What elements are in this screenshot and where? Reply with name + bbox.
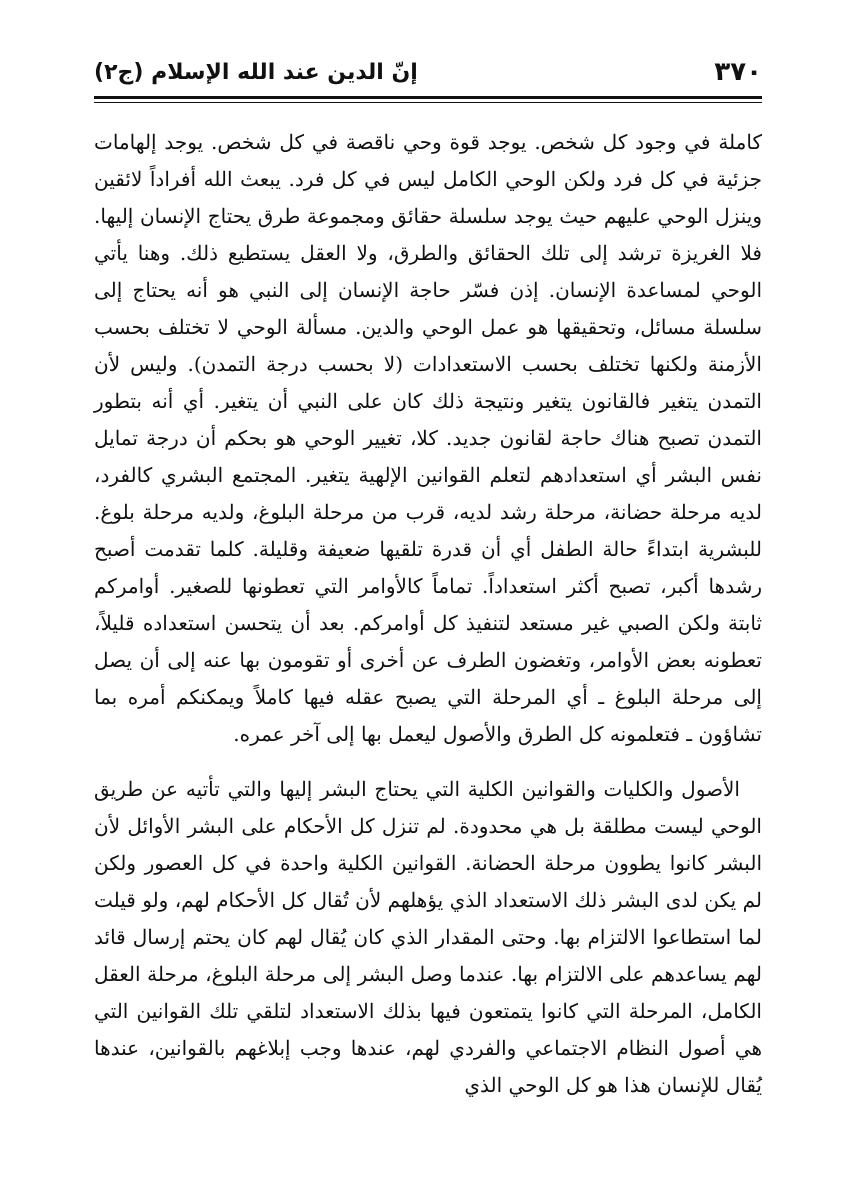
paragraph-1: كاملة في وجود كل شخص. يوجد قوة وحي ناقصة في كل شخص. يوجد إلهامات جزئية في كل فرد ولكن الوحي الكامل ليس في كل فرد. يبعث الله أفراداً لائقين وينزل الوحي عليهم حيث يوجد سلسلة حقائق ومجموعة طرق يحتاج الإنسان إليها. فلا الغريزة ترشد إلى تلك الحقائق والطرق، ولا العقل يستطيع ذلك. وهنا يأتي الوحي لمساعدة الإنسان. إذن فسّر حاجة الإنسان إلى النبي هو أنه يحتاج إلى سلسلة مسائل، وتحقيقها هو عمل الوحي والدين. مسألة الوحي لا تختلف بحسب الأزمنة ولكنها تختلف بحسب الاستعدادات (لا بحسب درجة التمدن). وليس لأن التمدن يتغير فالقانون يتغير ونتيجة ذلك كان على النبي أن يتغير. أي أنه بتطور التمدن تصبح هناك حاجة لقانون جديد. كلا، تغيير الوحي هو بحكم أن درجة تمايل نفس البشر أي استعدادهم لتعلم القوانين الإلهية يتغير. المجتمع البشري كالفرد، لديه مرحلة حضانة، مرحلة رشد لديه، قرب من مرحلة البلوغ، ولديه مرحلة بلوغ. للبشرية ابتداءً حالة الطفل أي أن قدرة تلقيها ضعيفة وقليلة. كلما تقدمت أصبح رشدها أكبر، تصبح أكثر استعداداً. تماماً كالأوامر التي تعطونها للصغير. أوامركم ثابتة ولكن الصبي غير مستعد لتنفيذ كل أوامركم. بعد أن يتحسن استعداده قليلاً، تعطونه بعض الأوامر، وتغضون الطرف عن أخرى أو تقومون بها عنه إلى أن يصل إلى مرحلة البلوغ ـ أي المرحلة التي يصبح عقله فيها كاملاً ويمكنكم أمره بما تشاؤون ـ فتعلمونه كل الطرق والأصول ليعمل بها إلى آخر عمره. — [94, 130, 762, 746]
header-rule-thick — [94, 96, 762, 99]
page-number: ٣٧٠ — [714, 57, 762, 87]
header-rule-thin — [94, 102, 762, 103]
page-header — [94, 50, 762, 94]
body-text — [94, 124, 762, 1104]
paragraph-2: الأصول والكليات والقوانين الكلية التي يحتاج البشر إليها والتي تأتيه عن طريق الوحي ليست مطلقة بل هي محدودة. لم تنزل كل الأحكام على البشر الأوائل لأن البشر كانوا يطوون مرحلة الحضانة. القوانين الكلية واحدة في كل العصور ولكن لم يكن لدى البشر ذلك الاستعداد الذي يؤهلهم لأن تُقال كل الأحكام لهم، ولو قيلت لما استطاعوا الالتزام بها. وحتى المقدار الذي كان يُقال لهم كان يحتم إرسال قائد لهم يساعدهم على الالتزام بها. عندما وصل البشر إلى مرحلة البلوغ، مرحلة العقل الكامل، المرحلة التي كانوا يتمتعون فيها بذلك الاستعداد لتلقي تلك القوانين التي هي أصول النظام الاجتماعي والفردي لهم، عندها وجب إبلاغهم بالقوانين، عندها يُقال للإنسان هذا هو كل الوحي الذي — [94, 777, 762, 1097]
running-title: إنّ الدين عند الله الإسلام (ج٢) — [94, 59, 418, 85]
